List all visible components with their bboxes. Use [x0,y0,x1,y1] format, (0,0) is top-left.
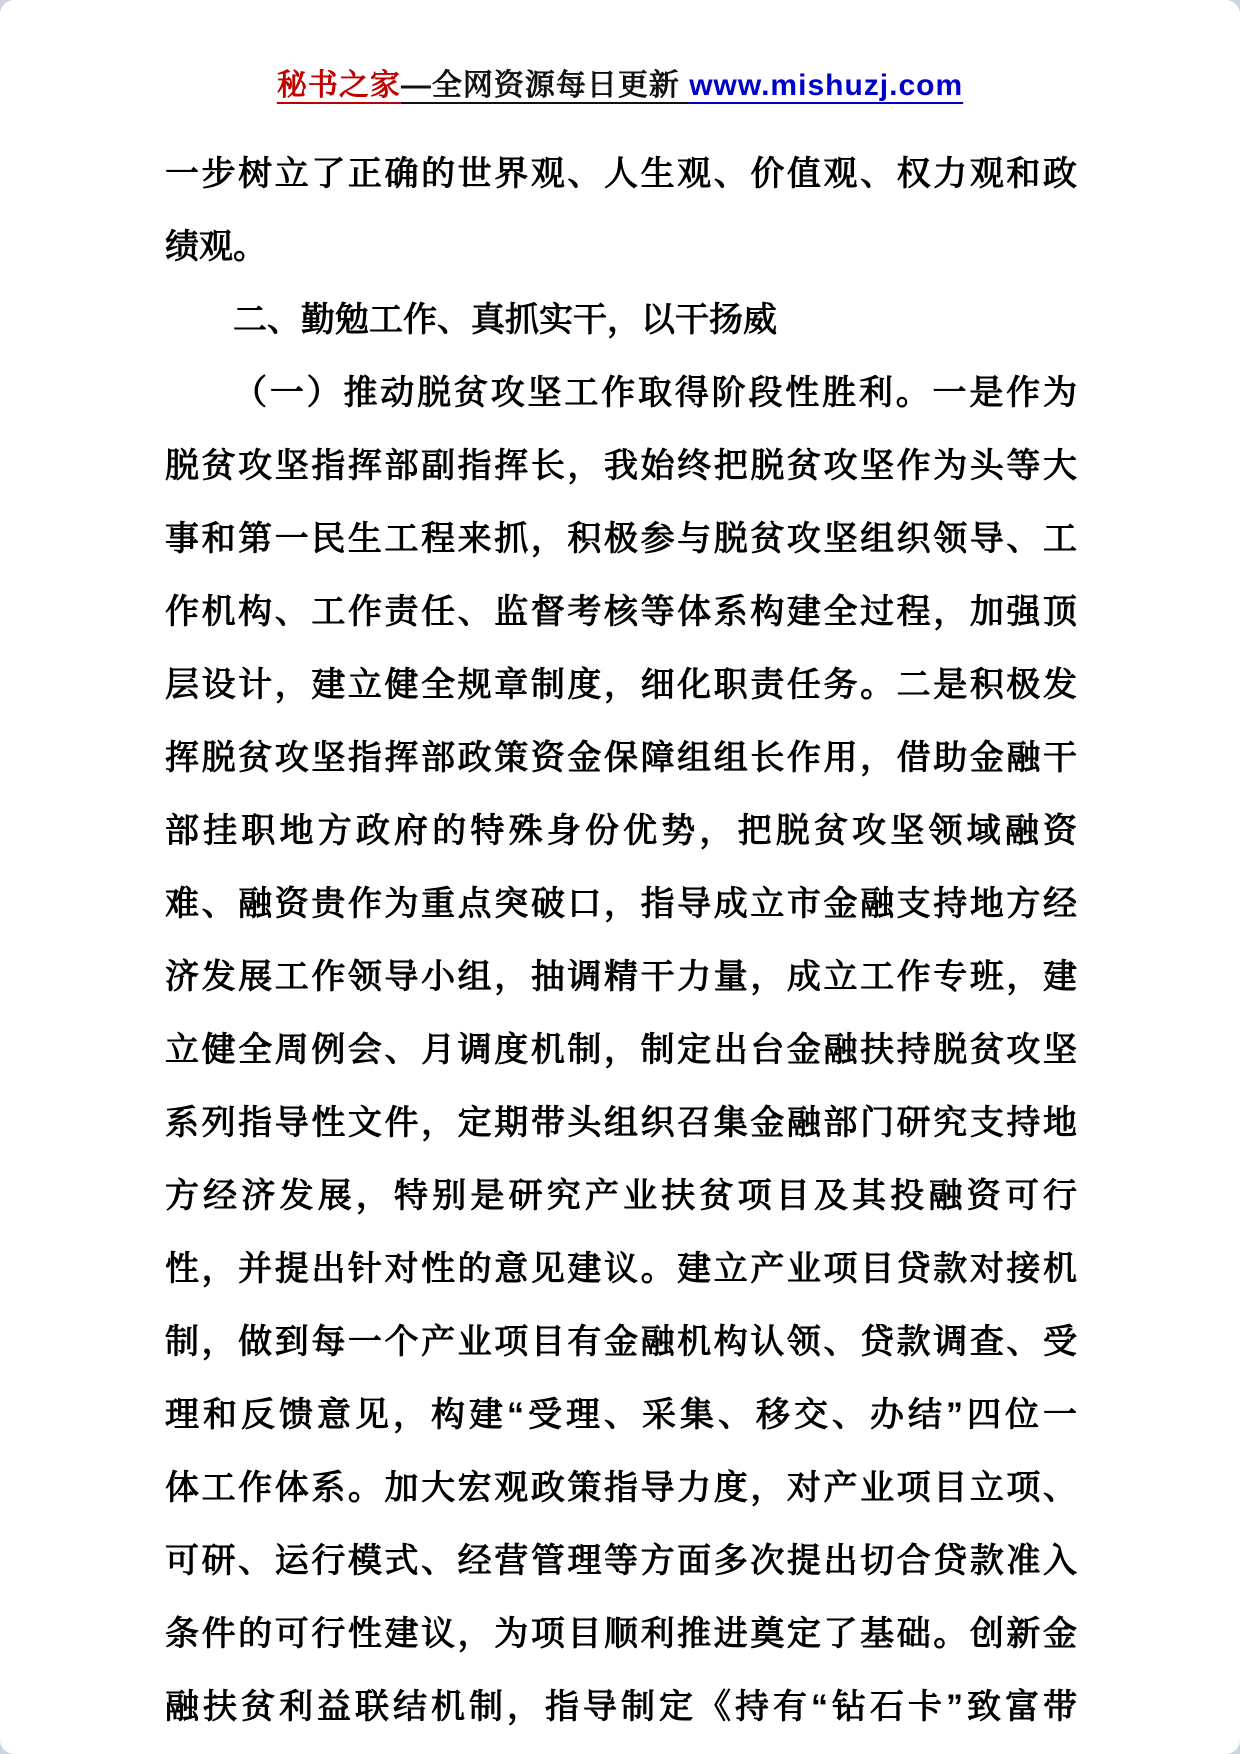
header-url-link[interactable]: www.mishuzj.com [689,69,964,102]
text-line: 制，做到每一个产业项目有金融机构认领、贷款调查、受 [165,1323,1077,1361]
text-line: 可研、运行模式、经营管理等方面多次提出切合贷款准入 [165,1542,1077,1580]
text-line: 融扶贫利益联结机制，指导制定《持有“钻石卡”致富带 [165,1688,1077,1726]
document-body [165,138,1077,1744]
text-line: 部挂职地方政府的特殊身份优势，把脱贫攻坚领域融资 [165,812,1077,850]
section-heading: 二、勤勉工作、真抓实干，以干扬威 [233,301,777,339]
text-line: 脱贫攻坚指挥部副指挥长，我始终把脱贫攻坚作为头等大 [165,447,1077,485]
text-line: 理和反馈意见，构建“受理、采集、移交、办结”四位一 [165,1396,1077,1434]
site-name: 秘书之家 [276,69,401,102]
text-line: 作机构、工作责任、监督考核等体系构建全过程，加强顶 [165,593,1077,631]
text-line: 体工作体系。加大宏观政策指导力度，对产业项目立项、 [165,1469,1077,1507]
text-line: 挥脱贫攻坚指挥部政策资金保障组组长作用，借助金融干 [165,739,1077,777]
text-line: 一步树立了正确的世界观、人生观、价值观、权力观和政 [165,155,1077,193]
header-separator-text: —全网资源每日更新 [400,69,690,102]
text-line: （一）推动脱贫攻坚工作取得阶段性胜利。一是作为 [233,374,1077,412]
text-line: 条件的可行性建议，为项目顺利推进奠定了基础。创新金 [165,1615,1077,1653]
text-line: 济发展工作领导小组，抽调精干力量，成立工作专班，建 [165,958,1077,996]
document-header [0,60,1240,104]
text-line: 性，并提出针对性的意见建议。建立产业项目贷款对接机 [165,1250,1077,1288]
text-line: 系列指导性文件，定期带头组织召集金融部门研究支持地 [165,1104,1077,1142]
text-line: 绩观。 [165,228,267,266]
text-line: 难、融资贵作为重点突破口，指导成立市金融支持地方经 [165,885,1077,923]
text-line: 事和第一民生工程来抓，积极参与脱贫攻坚组织领导、工 [165,520,1077,558]
text-line: 立健全周例会、月调度机制，制定出台金融扶持脱贫攻坚 [165,1031,1077,1069]
text-line: 层设计，建立健全规章制度，细化职责任务。二是积极发 [165,666,1077,704]
text-line: 方经济发展，特别是研究产业扶贫项目及其投融资可行 [165,1177,1077,1215]
